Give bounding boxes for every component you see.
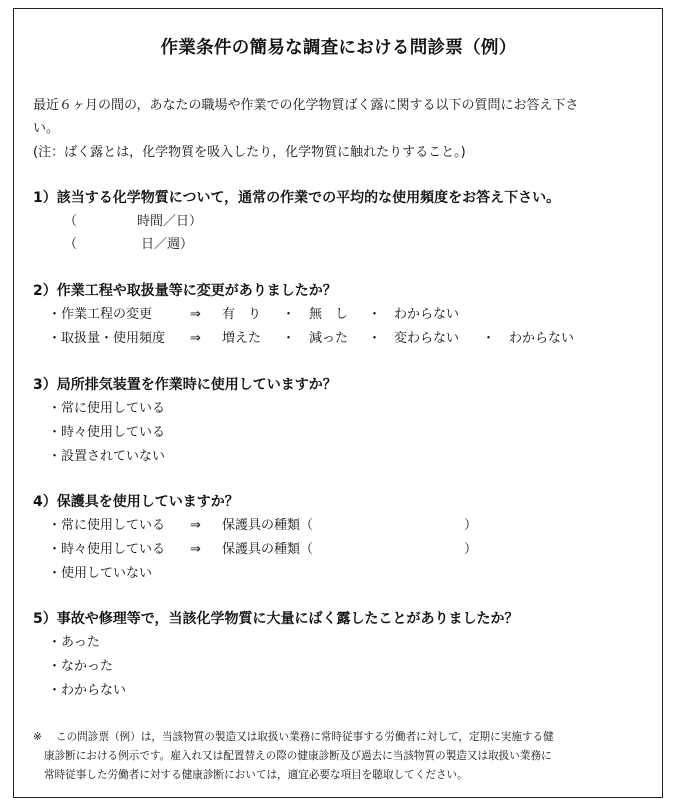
intro-note: (注：ばく露とは，化学物質を吸入したり，化学物質に触れたりすること。) — [33, 145, 466, 160]
q2-option-increased: 増えた — [222, 331, 262, 346]
q3-item: ・常に使用している — [48, 401, 166, 416]
footnote-line-3: 常時従事した労働者に対する健康診断においては，適宜必要な項目を聴取してください。 — [44, 769, 468, 781]
q2-sep: ・ — [368, 331, 382, 346]
q2-sep: ・ — [282, 331, 296, 346]
q4-sometimes-arrow: ⇒ — [190, 542, 201, 557]
q5-item: ・わからない — [48, 683, 127, 698]
q5-item: ・あった — [48, 635, 100, 650]
question-5-heading: 5）事故や修理等で，当該化学物質に大量にばく露したことがありましたか？ — [33, 611, 519, 627]
q1-days-unit: 日／週） — [141, 237, 194, 252]
q4-always-arrow: ⇒ — [190, 518, 201, 533]
q2-option-unknown: わからない — [509, 331, 575, 346]
q5-item: ・なかった — [48, 659, 114, 674]
q4-not-used: ・使用していない — [48, 566, 153, 581]
question-3-heading: 3）局所排気装置を作業時に使用していますか？ — [33, 377, 337, 393]
q1-hours-open: （ — [64, 214, 78, 229]
q3-item: ・設置されていない — [48, 449, 166, 464]
q2-option-unchanged: 変わらない — [394, 331, 460, 346]
q1-hours-unit: 時間／日） — [137, 214, 203, 229]
q2-row-amount-arrow: ⇒ — [190, 331, 201, 346]
question-4-heading: 4）保護具を使用していますか？ — [33, 494, 239, 510]
q2-sep: ・ — [368, 307, 382, 322]
q4-always-close: ） — [464, 518, 478, 533]
q2-option-no: 無 し — [309, 307, 349, 322]
question-2-heading: 2）作業工程や取扱量等に変更がありましたか？ — [33, 283, 337, 299]
intro-line-2: い。 — [33, 121, 60, 136]
q2-option-unknown: わからない — [394, 307, 460, 322]
q2-row-process-arrow: ⇒ — [190, 307, 201, 322]
page-title: 作業条件の簡易な調査における問診票（例） — [160, 38, 517, 58]
q2-sep: ・ — [282, 307, 296, 322]
q4-sometimes-label: ・時々使用している — [48, 542, 166, 557]
q4-always-equipment-field: 保護具の種類（ — [222, 518, 314, 533]
q4-always-label: ・常に使用している — [48, 518, 166, 533]
q2-option-yes: 有 り — [222, 307, 262, 322]
q3-item: ・時々使用している — [48, 425, 166, 440]
footnote-line-1: この問診票（例）は，当該物質の製造又は取扱い業務に常時従事する労働者に対して，定期に実施する健 — [56, 731, 554, 743]
q4-sometimes-close: ） — [464, 542, 478, 557]
q2-row-process-label: ・作業工程の変更 — [48, 307, 153, 322]
q2-sep: ・ — [482, 331, 496, 346]
q2-option-decreased: 減った — [309, 331, 349, 346]
footnote-line-2: 康診断における例示です。雇入れ又は配置替えの際の健康診断及び過去に当該物質の製造又は取扱い業務に — [44, 750, 552, 762]
q1-days-open: （ — [64, 237, 78, 252]
footnote-mark: ※ — [33, 731, 42, 743]
intro-line-1: 最近６ヶ月の間の，あなたの職場や作業での化学物質ばく露に関する以下の質問にお答え下さ — [33, 98, 579, 113]
q2-row-amount-label: ・取扱量・使用頻度 — [48, 331, 166, 346]
q4-sometimes-equipment-field: 保護具の種類（ — [222, 542, 314, 557]
question-1-heading: 1）該当する化学物質について，通常の作業での平均的な使用頻度をお答え下さい。 — [33, 190, 561, 206]
